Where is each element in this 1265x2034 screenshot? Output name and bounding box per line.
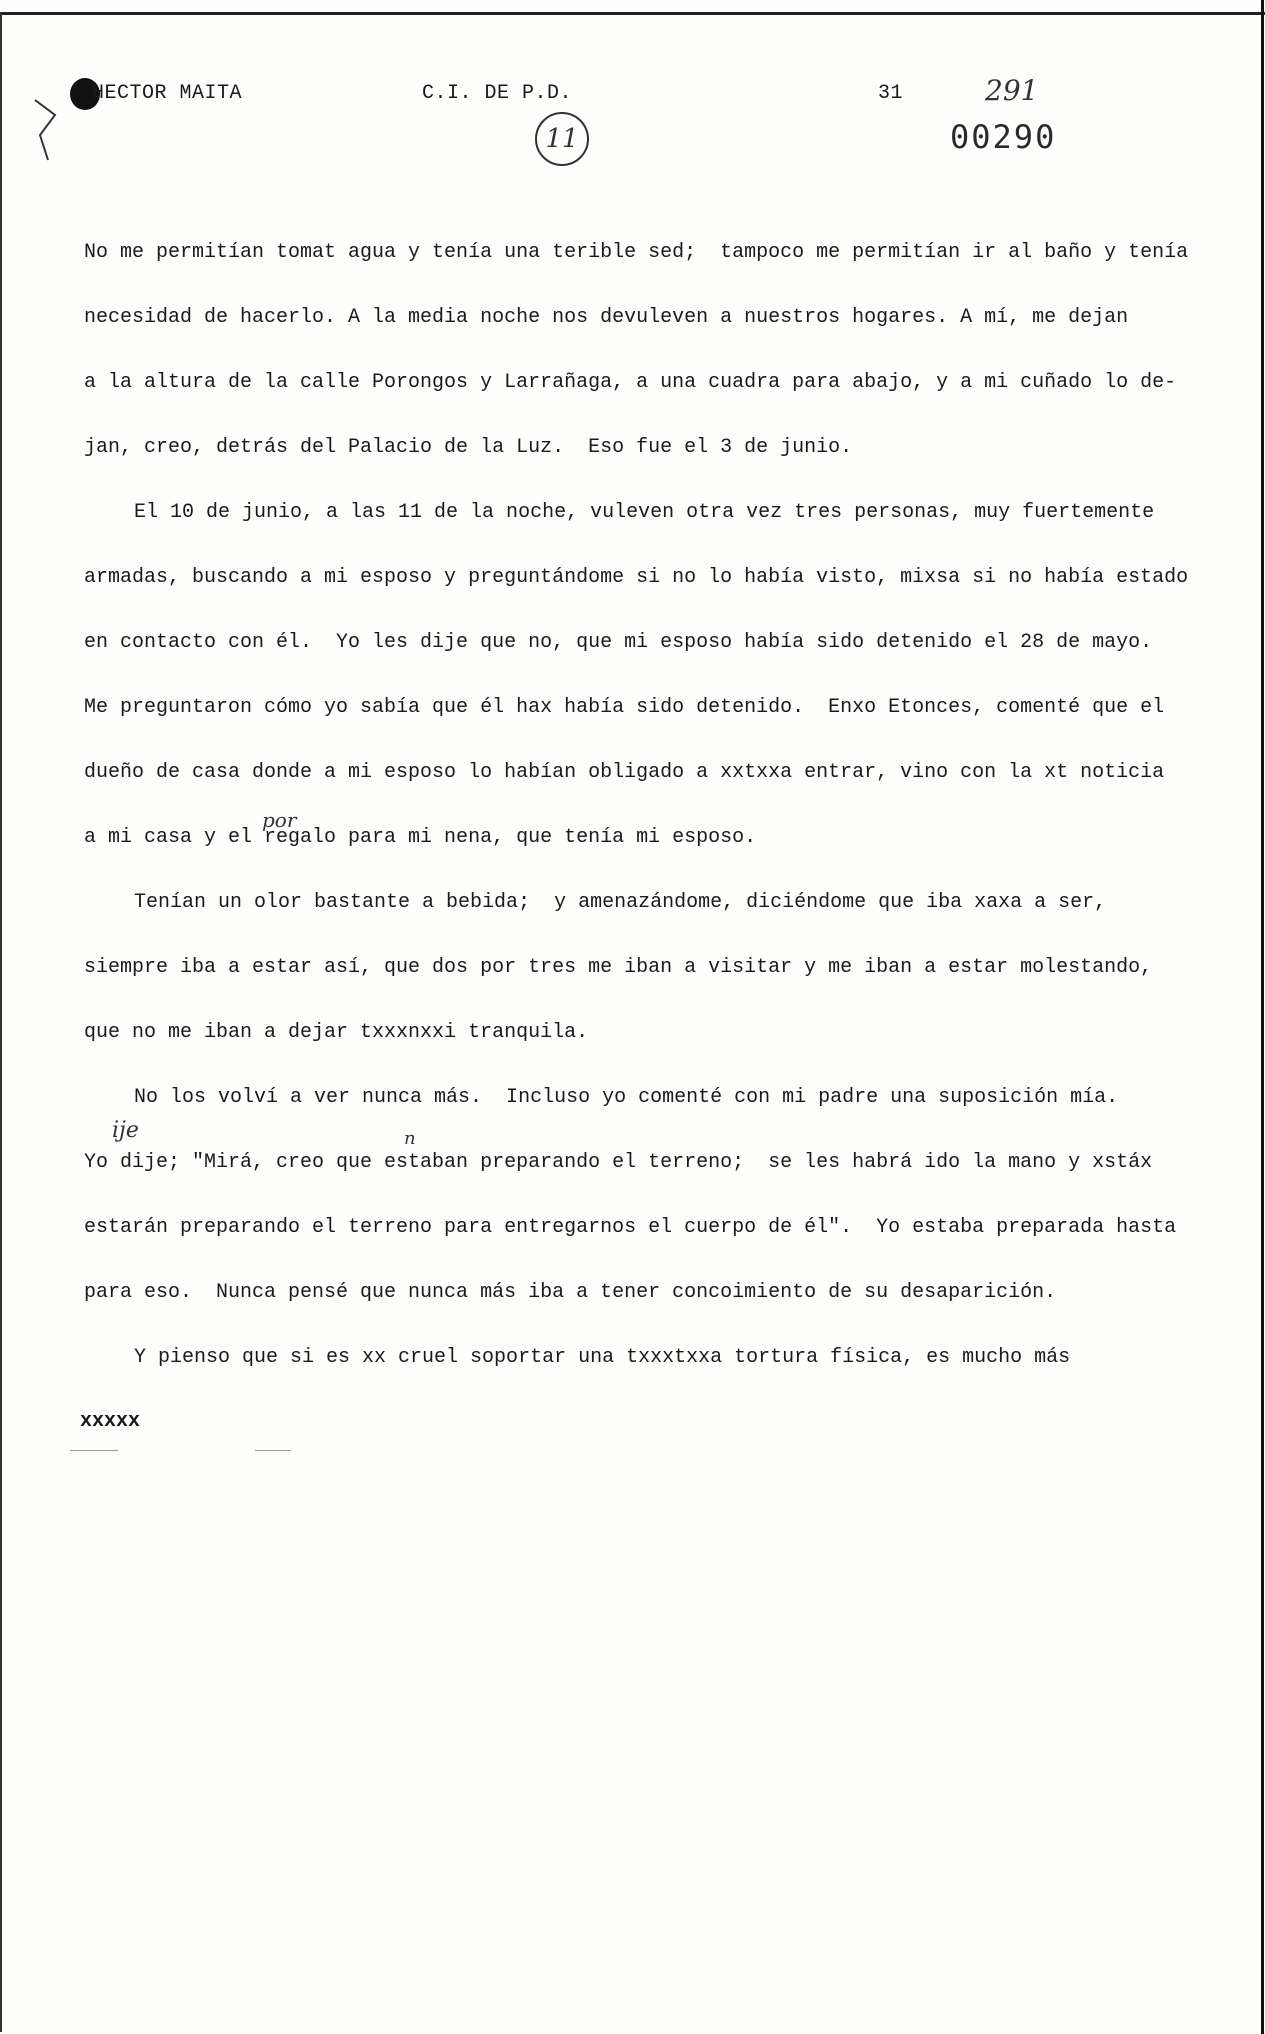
header-page-number: 31	[878, 82, 904, 105]
stamp-number: 00290	[950, 118, 1057, 156]
text-line: Me preguntaron cómo yo sabía que él hax había sido detenido. Enxo Etonces, comenté que el	[84, 696, 1165, 719]
page-left-edge	[0, 12, 2, 2032]
text-line: No los volví a ver nunca más. Incluso yo comenté con mi padre una suposición mía.	[134, 1086, 1119, 1109]
text-line: El 10 de junio, a las 11 de la noche, vuleven otra vez tres personas, muy fuertemente	[134, 501, 1155, 524]
text-line: a mi casa y el regalo para mi nena, que tenía mi esposo.	[84, 826, 757, 849]
text-line: en contacto con él. Yo les dije que no, que mi esposo había sido detenido el 28 de mayo.	[84, 631, 1153, 654]
text-line: dueño de casa donde a mi esposo lo habían obligado a xxtxxa entrar, vino con la xt noticia	[84, 761, 1165, 784]
faint-rule	[70, 1450, 118, 1451]
text-line: para eso. Nunca pensé que nunca más iba a tener concoimiento de su desaparición.	[84, 1281, 1057, 1304]
handwritten-annotation-ije: ije	[112, 1118, 139, 1143]
text-line: Tenían un olor bastante a bebida; y amenazándome, diciéndome que iba xaxa a ser,	[134, 891, 1107, 914]
faint-rule	[255, 1450, 291, 1451]
text-line: armadas, buscando a mi esposo y preguntándome si no lo había visto, mixsa si no había estado	[84, 566, 1189, 589]
header-ci: C.I. DE P.D.	[422, 82, 573, 105]
handwritten-annotation-por: por	[262, 808, 297, 832]
page-top-edge	[0, 12, 1265, 15]
handwritten-annotation-n: n	[404, 1128, 416, 1149]
text-line: No me permitían tomat agua y tenía una terible sed; tampoco me permitían ir al baño y tenía	[84, 241, 1189, 264]
text-line: Y pienso que si es xx cruel soportar una txxxtxxa tortura física, es mucho más	[134, 1346, 1071, 1369]
text-line: Yo dije; "Mirá, creo que estaban preparando el terreno; se les habrá ido la mano y xstáx	[84, 1151, 1153, 1174]
text-line: estarán preparando el terreno para entregarnos el cuerpo de él". Yo estaba preparada hasta	[84, 1216, 1177, 1239]
text-line: jan, creo, detrás del Palacio de la Luz. Eso fue el 3 de junio.	[84, 436, 853, 459]
struck-footer-word: xxxxx	[80, 1410, 141, 1433]
page-right-edge	[1261, 0, 1264, 2034]
handwritten-bracket-mark	[30, 95, 70, 165]
text-line: necesidad de hacerlo. A la media noche nos devuleven a nuestros hogares. A mí, me dejan	[84, 306, 1129, 329]
text-line: que no me iban a dejar txxxnxxi tranquila.	[84, 1021, 589, 1044]
text-line: siempre iba a estar así, que dos por tres me iban a visitar y me iban a estar molestando,	[84, 956, 1153, 979]
handwritten-number: 291	[985, 74, 1039, 107]
body-text-block-1	[84, 220, 1189, 1390]
header-name: HECTOR MAITA	[92, 82, 243, 105]
text-line: a la altura de la calle Porongos y Larrañaga, a una cuadra para abajo, y a mi cuñado lo de-	[84, 371, 1177, 394]
circled-annotation: 11	[535, 112, 589, 166]
